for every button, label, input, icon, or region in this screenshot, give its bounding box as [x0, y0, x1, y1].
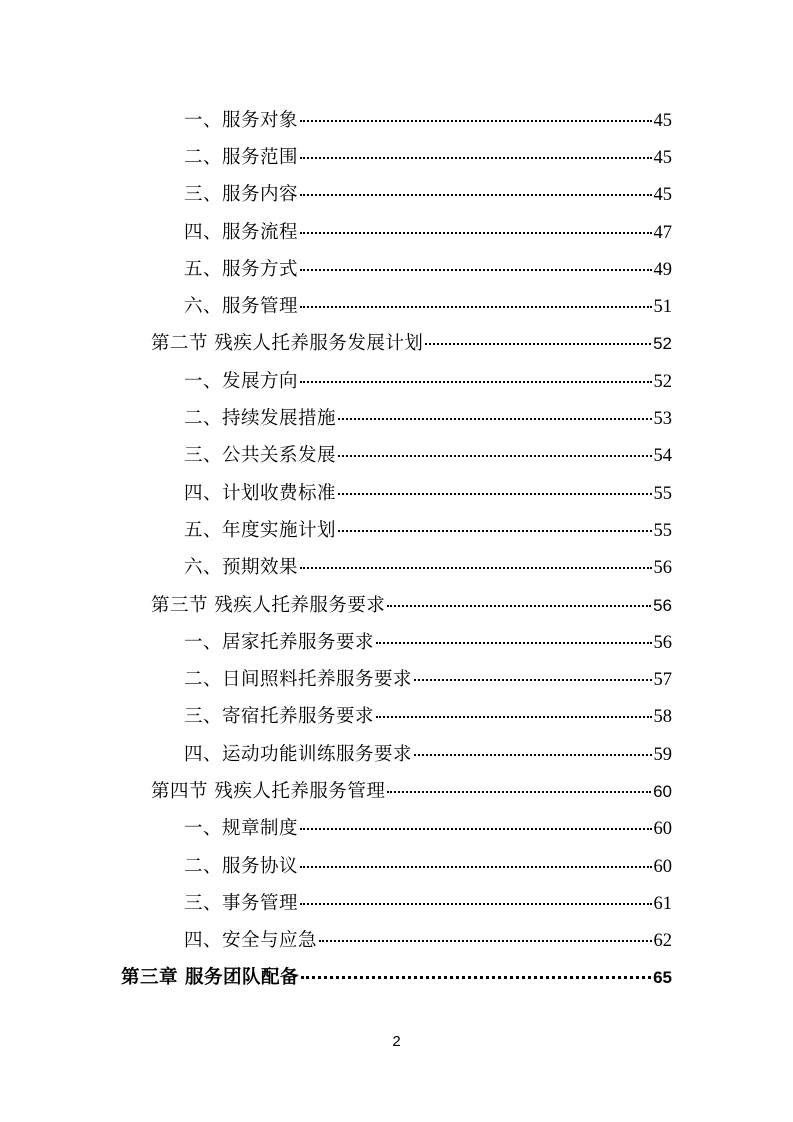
toc-section-entry[interactable]	[0, 324, 793, 361]
toc-entry-page: 65	[653, 968, 672, 988]
toc-dot-leader	[300, 567, 651, 569]
toc-entry-page: 55	[653, 483, 672, 504]
toc-entry-page: 52	[653, 334, 672, 354]
toc-entry[interactable]	[0, 436, 793, 473]
toc-entry[interactable]	[0, 921, 793, 958]
toc-dot-leader	[300, 306, 651, 308]
toc-entry[interactable]	[0, 249, 793, 286]
toc-dot-leader	[387, 605, 651, 607]
toc-entry-page: 62	[653, 931, 672, 952]
toc-entry-title: 二、持续发展措施	[184, 408, 337, 430]
toc-entry[interactable]	[0, 398, 793, 435]
toc-entry-title: 五、年度实施计划	[184, 519, 337, 541]
toc-entry-page: 45	[653, 110, 672, 131]
toc-entry-title: 一、服务对象	[184, 109, 299, 131]
toc-entry-title: 三、服务内容	[184, 184, 299, 206]
toc-entry[interactable]	[0, 697, 793, 734]
toc-entry-page: 60	[653, 856, 672, 877]
toc-dot-leader	[376, 716, 651, 718]
toc-entry-title: 三、事务管理	[184, 892, 299, 914]
toc-dot-leader	[338, 493, 651, 495]
toc-entry[interactable]	[0, 548, 793, 585]
toc-entry[interactable]	[0, 175, 793, 212]
toc-entry-title: 六、服务管理	[184, 296, 299, 318]
toc-dot-leader	[319, 940, 651, 942]
toc-entry-page: 52	[653, 371, 672, 392]
toc-dot-leader	[300, 269, 651, 271]
toc-entry-page: 56	[653, 558, 672, 579]
toc-entry-page: 49	[653, 259, 672, 280]
toc-entry[interactable]	[0, 622, 793, 659]
toc-entry[interactable]	[0, 212, 793, 249]
toc-entry-page: 45	[653, 147, 672, 168]
toc-entry-page: 57	[653, 670, 672, 691]
toc-dot-leader	[300, 194, 651, 196]
toc-entry-title: 一、居家托养服务要求	[184, 631, 375, 653]
toc-entry-page: 59	[653, 744, 672, 765]
toc-dot-leader	[300, 828, 651, 830]
toc-entry[interactable]	[0, 100, 793, 137]
toc-entry-page: 47	[653, 222, 672, 243]
toc-entry[interactable]	[0, 473, 793, 510]
toc-entry-title: 二、日间照料托养服务要求	[184, 669, 413, 691]
toc-dot-leader	[300, 381, 651, 383]
toc-entry-title: 一、发展方向	[184, 370, 299, 392]
toc-entry-title: 六、预期效果	[184, 557, 299, 579]
toc-entry-title: 二、服务协议	[184, 855, 299, 877]
page-number: 2	[392, 1033, 401, 1050]
toc-dot-leader	[300, 120, 651, 122]
toc-entry-title: 第三章 服务团队配备	[121, 967, 299, 989]
toc-entry[interactable]	[0, 734, 793, 771]
toc-entry[interactable]	[0, 510, 793, 547]
toc-dot-leader	[300, 157, 651, 159]
toc-dot-leader	[300, 903, 651, 905]
toc-entry[interactable]	[0, 659, 793, 696]
toc-entry-title: 四、计划收费标准	[184, 482, 337, 504]
toc-section-entry[interactable]	[0, 585, 793, 622]
toc-dot-leader	[414, 754, 651, 756]
toc-entry-page: 55	[653, 520, 672, 541]
toc-dot-leader	[338, 530, 651, 532]
toc-entry-title: 第四节 残疾人托养服务管理	[151, 780, 386, 802]
toc-entry-title: 三、寄宿托养服务要求	[184, 706, 375, 728]
toc-entry-title: 五、服务方式	[184, 258, 299, 280]
toc-dot-leader	[425, 343, 651, 345]
toc-entry-page: 56	[653, 595, 672, 615]
toc-entry-title: 四、安全与应急	[184, 930, 318, 952]
toc-dot-leader	[300, 866, 651, 868]
toc-entry[interactable]	[0, 286, 793, 323]
toc-dot-leader	[338, 418, 651, 420]
toc-dot-leader	[387, 791, 651, 793]
toc-entry-page: 58	[653, 707, 672, 728]
toc-entry-page: 60	[653, 781, 672, 801]
toc-dot-leader	[338, 455, 651, 457]
toc-entry[interactable]	[0, 137, 793, 174]
toc-entry-title: 四、运动功能训练服务要求	[184, 743, 413, 765]
toc-entry-page: 56	[653, 632, 672, 653]
toc-section-entry[interactable]	[0, 771, 793, 808]
toc-chapter-entry[interactable]	[0, 958, 793, 995]
toc-entry-title: 第二节 残疾人托养服务发展计划	[151, 333, 424, 355]
toc-entry-page: 54	[653, 446, 672, 467]
toc-entry-page: 45	[653, 185, 672, 206]
toc-entry-title: 第三节 残疾人托养服务要求	[151, 594, 386, 616]
toc-entry-title: 三、公共关系发展	[184, 445, 337, 467]
toc-entry[interactable]	[0, 846, 793, 883]
toc-entry-page: 61	[653, 893, 672, 914]
toc-dot-leader	[301, 976, 651, 979]
toc-entry-title: 四、服务流程	[184, 221, 299, 243]
toc-dot-leader	[376, 642, 651, 644]
toc-entry-page: 53	[653, 409, 672, 430]
toc-dot-leader	[300, 232, 651, 234]
toc-entry[interactable]	[0, 361, 793, 398]
toc-entry[interactable]	[0, 883, 793, 920]
toc-entry-title: 二、服务范围	[184, 146, 299, 168]
toc-entry-page: 51	[653, 297, 672, 318]
toc-dot-leader	[414, 679, 651, 681]
toc-entry-title: 一、规章制度	[184, 818, 299, 840]
toc-entry[interactable]	[0, 809, 793, 846]
toc-entry-page: 60	[653, 819, 672, 840]
table-of-contents	[0, 100, 793, 995]
